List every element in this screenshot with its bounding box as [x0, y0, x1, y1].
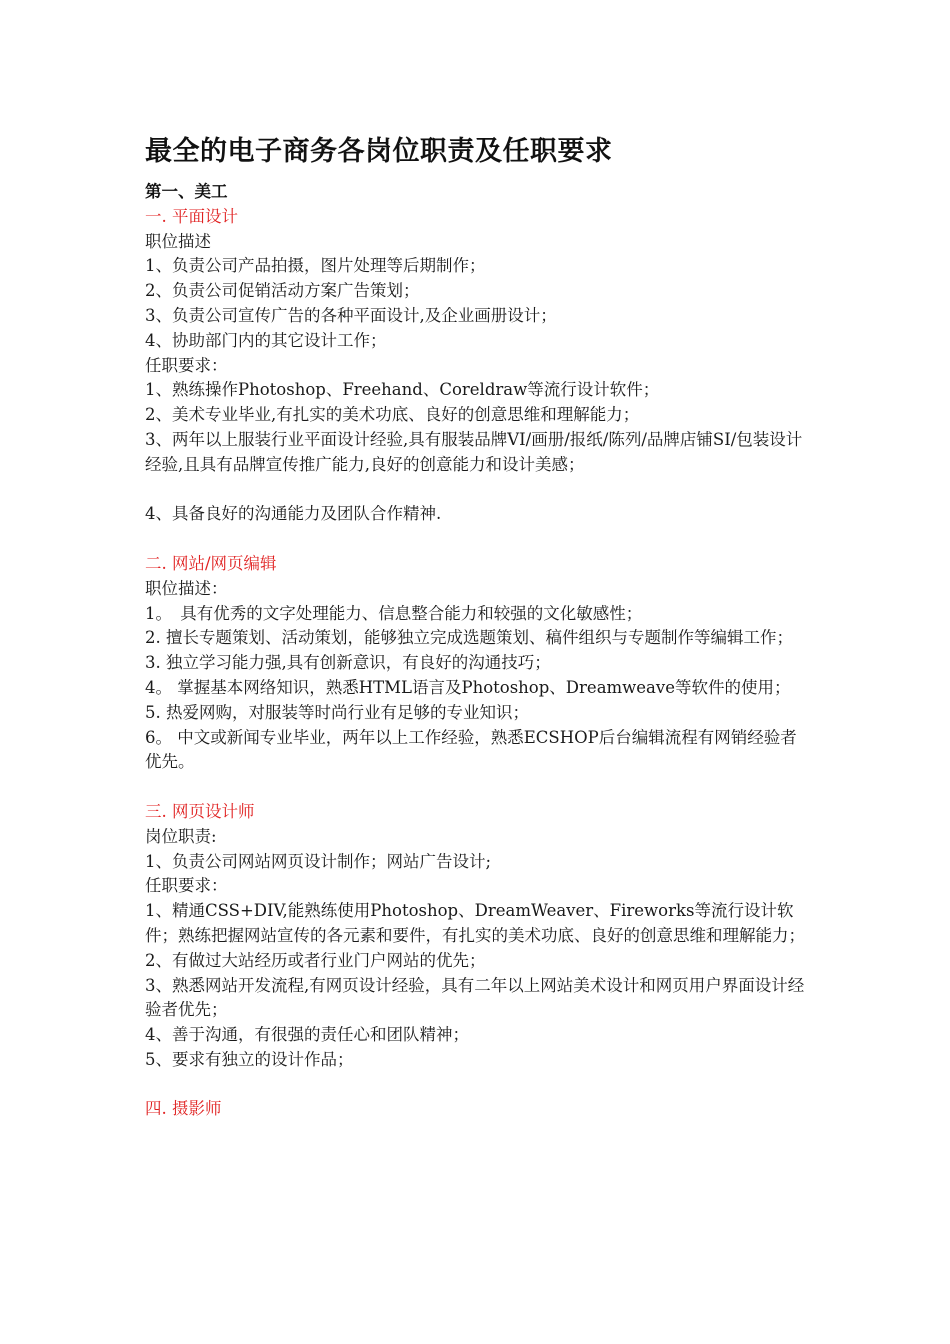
list-item: 2、美术专业毕业,有扎实的美术功底、良好的创意思维和理解能力；	[145, 405, 640, 425]
document-page	[145, 132, 810, 1122]
list-item: 3、两年以上服装行业平面设计经验,具有服装品牌VI/画册/报纸/陈列/品牌店铺SI/包装设计经验,且具有品牌宣传推广能力,良好的创意能力和设计美感；	[145, 429, 803, 474]
req-label: 任职要求：	[145, 355, 228, 375]
section-title-web-designer: 三. 网页设计师	[145, 801, 255, 821]
list-item: 1。 具有优秀的文字处理能力、信息整合能力和较强的文化敏感性；	[145, 603, 643, 623]
spacer	[145, 775, 810, 800]
section-title-web-editor: 二. 网站/网页编辑	[145, 553, 277, 573]
chapter-heading: 第一、美工	[145, 182, 228, 201]
list-item: 4、协助部门内的其它设计工作；	[145, 330, 387, 350]
duty-label: 岗位职责:	[145, 826, 217, 846]
list-item: 5、要求有独立的设计作品；	[145, 1049, 354, 1069]
list-item: 2. 擅长专题策划、活动策划，能够独立完成选题策划、稿件组织与专题制作等编辑工作；	[145, 628, 793, 648]
spacer	[145, 478, 810, 503]
list-item: 2、负责公司促销活动方案广告策划；	[145, 281, 420, 301]
list-item: 6。 中文或新闻专业毕业，两年以上工作经验，熟悉ECSHOP后台编辑流程有网销经验者优先。	[145, 727, 797, 772]
desc-label: 职位描述：	[145, 578, 228, 598]
list-item: 2、有做过大站经历或者行业门户网站的优先；	[145, 950, 486, 970]
list-item: 1、负责公司产品拍摄，图片处理等后期制作；	[145, 256, 486, 276]
req-label: 任职要求：	[145, 876, 228, 896]
section-title-photographer: 四. 摄影师	[145, 1099, 222, 1119]
document-title: 最全的电子商务各岗位职责及任职要求	[145, 136, 613, 167]
desc-label: 职位描述	[145, 231, 211, 251]
list-item: 3、熟悉网站开发流程,有网页设计经验，具有二年以上网站美术设计和网页用户界面设计经验者优先；	[145, 975, 805, 1020]
list-item: 1、精通CSS+DIV,能熟练使用Photoshop、DreamWeaver、Fireworks等流行设计软件；熟练把握网站宣传的各元素和要件，有扎实的美术功底、良好的创意思维和理解能力；	[145, 901, 805, 945]
list-item: 4、善于沟通，有很强的责任心和团队精神；	[145, 1025, 469, 1045]
list-item: 1、负责公司网站网页设计制作；网站广告设计;	[145, 851, 492, 871]
spacer	[145, 1073, 810, 1098]
list-item: 1、熟练操作Photoshop、Freehand、Coreldraw等流行设计软件；	[145, 380, 660, 400]
list-item: 4。 掌握基本网络知识，熟悉HTML语言及Photoshop、Dreamweave等软件的使用；	[145, 677, 791, 697]
list-item: 4、具备良好的沟通能力及团队合作精神.	[145, 504, 442, 524]
list-item: 3. 独立学习能力强,具有创新意识，有良好的沟通技巧；	[145, 653, 551, 673]
list-item: 3、负责公司宣传广告的各种平面设计,及企业画册设计；	[145, 305, 557, 325]
list-item: 5. 热爱网购，对服装等时尚行业有足够的专业知识；	[145, 702, 529, 722]
spacer	[145, 527, 810, 552]
section-title-graphic-design: 一. 平面设计	[145, 206, 238, 226]
